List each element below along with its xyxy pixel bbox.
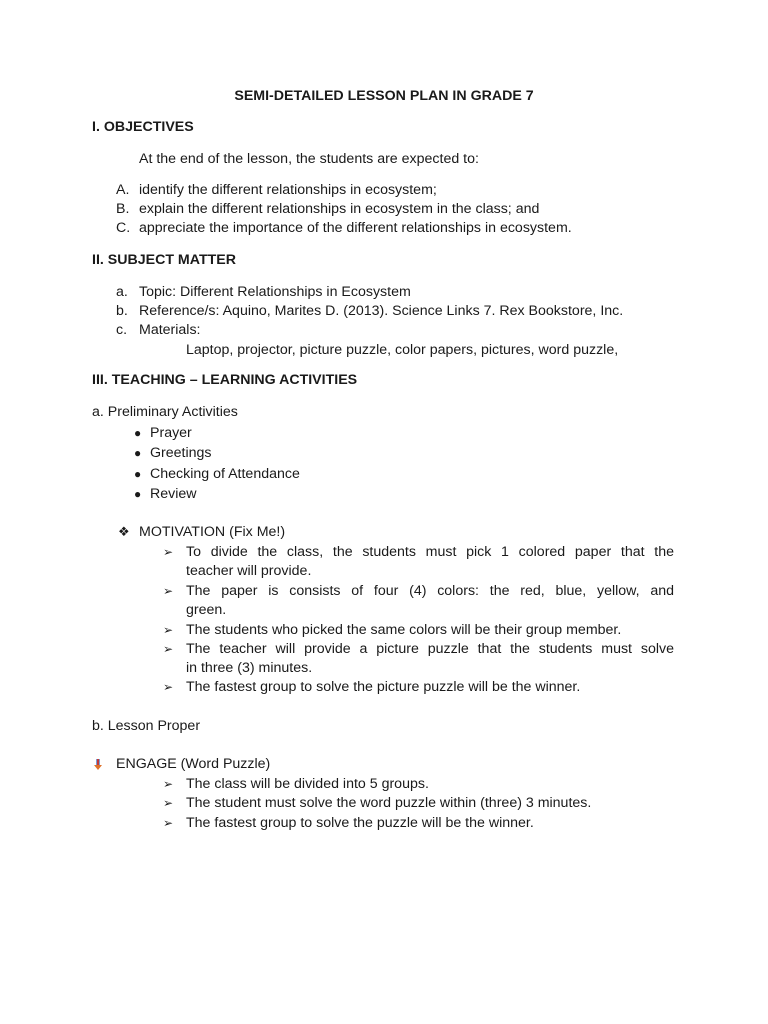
objective-item: appreciate the importance of the different relationships in ecosystem. [139,220,572,236]
objective-item: explain the different relationships in ecosystem in the class; and [139,201,540,217]
motivation-label: MOTIVATION (Fix Me!) [139,524,286,540]
objective-marker: C. [116,220,131,236]
motivation-item-line: The teacher will provide a picture puzzle that the students must solve [186,641,674,657]
objectives-heading: I. OBJECTIVES [92,119,194,135]
bullet-icon: ● [134,487,142,501]
bullet-icon: ● [134,446,142,460]
objective-marker: B. [116,201,130,217]
materials-list: Laptop, projector, picture puzzle, color papers, pictures, word puzzle, [186,342,619,358]
bullet-icon: ● [134,426,142,440]
subject-marker: a. [116,284,128,300]
objective-item: identify the different relationships in ecosystem; [139,182,437,198]
motivation-item-line: The students who picked the same colors will be their group member. [186,622,622,638]
document-title: SEMI-DETAILED LESSON PLAN IN GRADE 7 [234,88,534,104]
motivation-item-line: The paper is consists of four (4) colors: the red, blue, yellow, and [186,583,674,599]
bullet-icon: ● [134,467,142,481]
arrow-bullet-icon: ➢ [163,680,174,694]
subject-marker: c. [116,322,128,338]
arrow-bullet-icon: ➢ [163,816,174,830]
preliminary-item: Greetings [150,445,212,461]
subject-item: Materials: [139,322,201,338]
preliminary-item: Prayer [150,425,192,441]
arrow-bullet-icon: ➢ [163,545,174,559]
engage-item: The class will be divided into 5 groups. [186,776,429,792]
motivation-item-continuation: green. [186,602,227,618]
subject-item: Topic: Different Relationships in Ecosystem [139,284,411,300]
subject-marker: b. [116,303,128,319]
preliminary-item: Review [150,486,197,502]
objective-marker: A. [116,182,130,198]
arrow-bullet-icon: ➢ [163,796,174,810]
motivation-item-line: To divide the class, the students must pick 1 colored paper that the [186,544,674,560]
arrow-bullet-icon: ➢ [163,584,174,598]
motivation-item-continuation: teacher will provide. [186,563,312,579]
preliminary-label: a. Preliminary Activities [92,404,238,420]
arrow-bullet-icon: ➢ [163,642,174,656]
engage-item: The student must solve the word puzzle within (three) 3 minutes. [186,795,592,811]
preliminary-item: Checking of Attendance [150,466,300,482]
motivation-item-continuation: in three (3) minutes. [186,660,313,676]
engage-label: ENGAGE (Word Puzzle) [116,756,271,772]
subject-item: Reference/s: Aquino, Marites D. (2013). Science Links 7. Rex Bookstore, Inc. [139,303,624,319]
activities-heading: III. TEACHING – LEARNING ACTIVITIES [92,372,358,388]
arrow-bullet-icon: ➢ [163,623,174,637]
motivation-item-line: The fastest group to solve the picture puzzle will be the winner. [186,679,581,695]
arrow-bullet-icon: ➢ [163,777,174,791]
engage-item: The fastest group to solve the puzzle will be the winner. [186,815,534,831]
subject-matter-heading: II. SUBJECT MATTER [92,252,236,268]
colored-arrow-bullet-icon [92,759,104,771]
diamond-bullet-icon: ❖ [118,524,130,539]
objectives-intro: At the end of the lesson, the students are expected to: [139,151,479,167]
lesson-proper-label: b. Lesson Proper [92,718,201,734]
